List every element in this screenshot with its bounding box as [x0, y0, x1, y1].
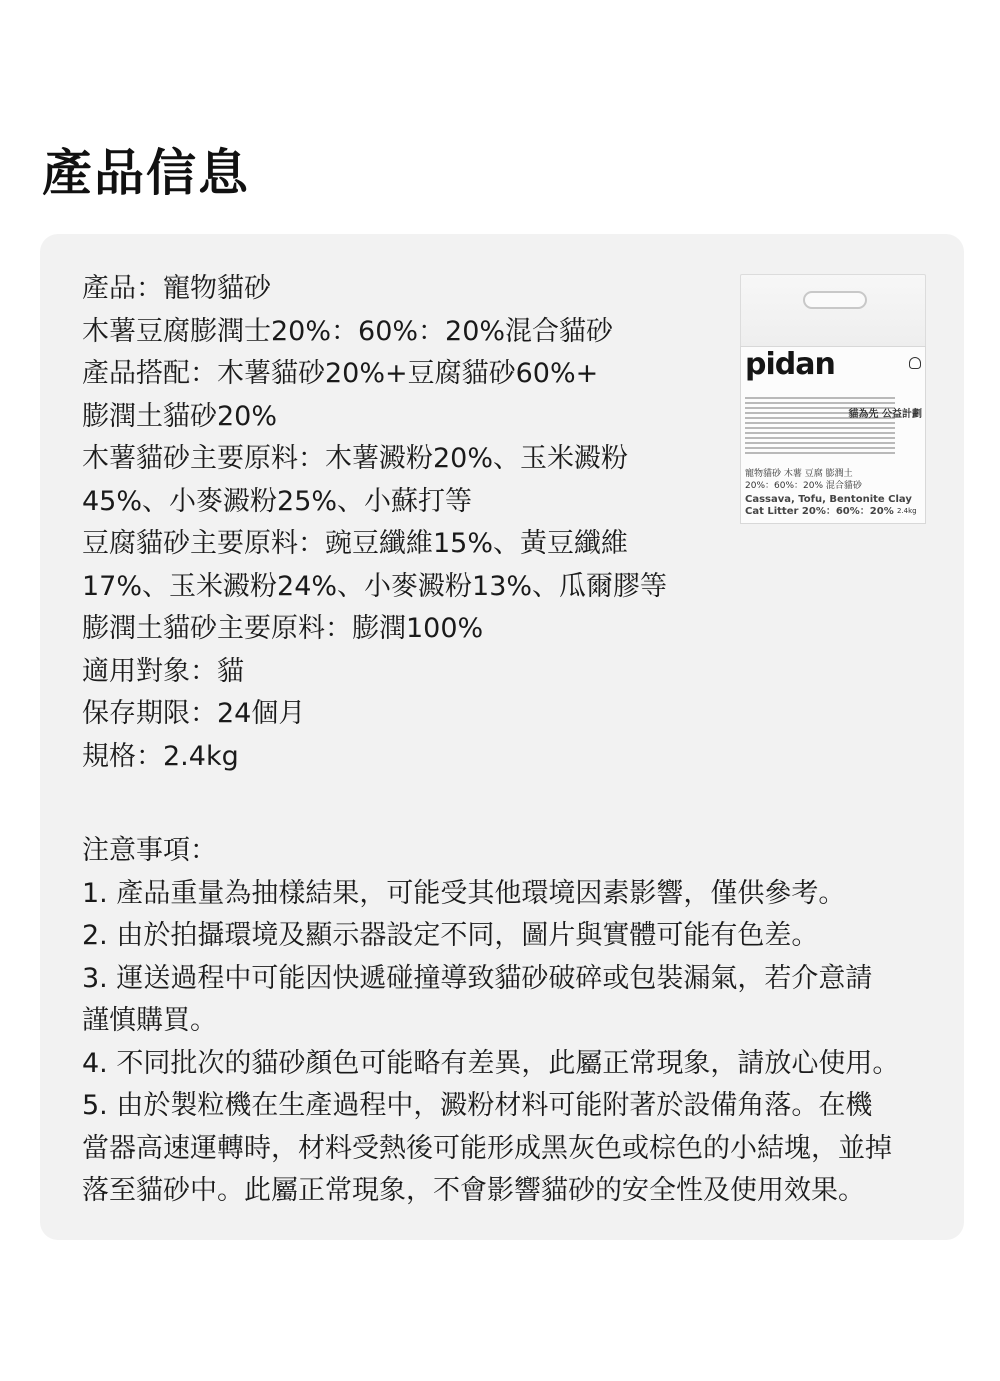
- note-line: 3. 運送過程中可能因快遞碰撞導致貓砂破碎或包裝漏氣，若介意請: [82, 962, 873, 994]
- info-line: 產品搭配：木薯貓砂20%+豆腐貓砂60%+: [82, 358, 599, 389]
- note-line: 當器高速運轉時，材料受熱後可能形成黑灰色或棕色的小結塊，並掉: [82, 1132, 892, 1164]
- notes-section: [82, 830, 942, 1213]
- bag-en-line1: Cassava, Tofu, Bentonite Clay: [745, 494, 912, 505]
- info-line: 豆腐貓砂主要原料：豌豆纖維15%、黃豆纖維: [82, 528, 629, 559]
- bag-handle: [803, 291, 867, 309]
- cat-icon: [909, 357, 921, 369]
- bag-weight: 2.4kg: [897, 507, 917, 515]
- brand-logo: pidan: [745, 347, 835, 382]
- info-line: 膨潤土貓砂主要原料：膨潤100%: [82, 613, 484, 644]
- info-line: 17%、玉米澱粉24%、小麥澱粉13%、瓜爾膠等: [82, 570, 668, 602]
- charity-badge: 貓為先 公益計劃: [848, 409, 922, 420]
- product-info: [82, 268, 692, 778]
- note-line: 5. 由於製粒機在生產過程中，澱粉材料可能附著於設備角落。在機: [82, 1090, 873, 1121]
- bag-cn-label: 寵物貓砂 木薯 豆腐 膨潤土: [745, 469, 853, 479]
- note-line: 落至貓砂中。此屬正常現象，不會影響貓砂的安全性及使用效果。: [82, 1175, 865, 1206]
- info-line: 木薯貓砂主要原料：木薯澱粉20%、玉米澱粉: [82, 443, 629, 474]
- notes-title: 注意事項：: [82, 835, 217, 866]
- info-line: 規格：2.4kg: [82, 740, 239, 772]
- info-line: 木薯豆腐膨潤士20%：60%：20%混合貓砂: [82, 315, 614, 347]
- note-line: 4. 不同批次的貓砂顏色可能略有差異，此屬正常現象，請放心使用。: [82, 1047, 900, 1079]
- product-bag-image: [740, 274, 924, 522]
- bag-top: [740, 274, 926, 347]
- info-line: 適用對象：貓: [82, 655, 244, 687]
- page-title: 產品信息: [42, 144, 250, 202]
- note-line: 謹慎購買。: [82, 1005, 217, 1036]
- bag-body: [740, 346, 926, 524]
- bag-ratio-label: 20%：60%：20% 混合貓砂: [745, 481, 862, 491]
- bag-en-line2: Cat Litter 20%：60%：20%: [745, 506, 894, 517]
- note-line: 2. 由於拍攝環境及顯示器設定不同，圖片與實體可能有色差。: [82, 920, 819, 951]
- info-line: 保存期限：24個月: [82, 698, 306, 729]
- product-info-card: [40, 234, 964, 1240]
- info-line: 膨潤土貓砂20%: [82, 400, 278, 432]
- note-line: 1. 產品重量為抽樣結果，可能受其他環境因素影響，僅供參考。: [82, 877, 846, 909]
- info-line: 45%、小麥澱粉25%、小蘇打等: [82, 485, 473, 517]
- info-line: 產品：寵物貓砂: [82, 273, 271, 304]
